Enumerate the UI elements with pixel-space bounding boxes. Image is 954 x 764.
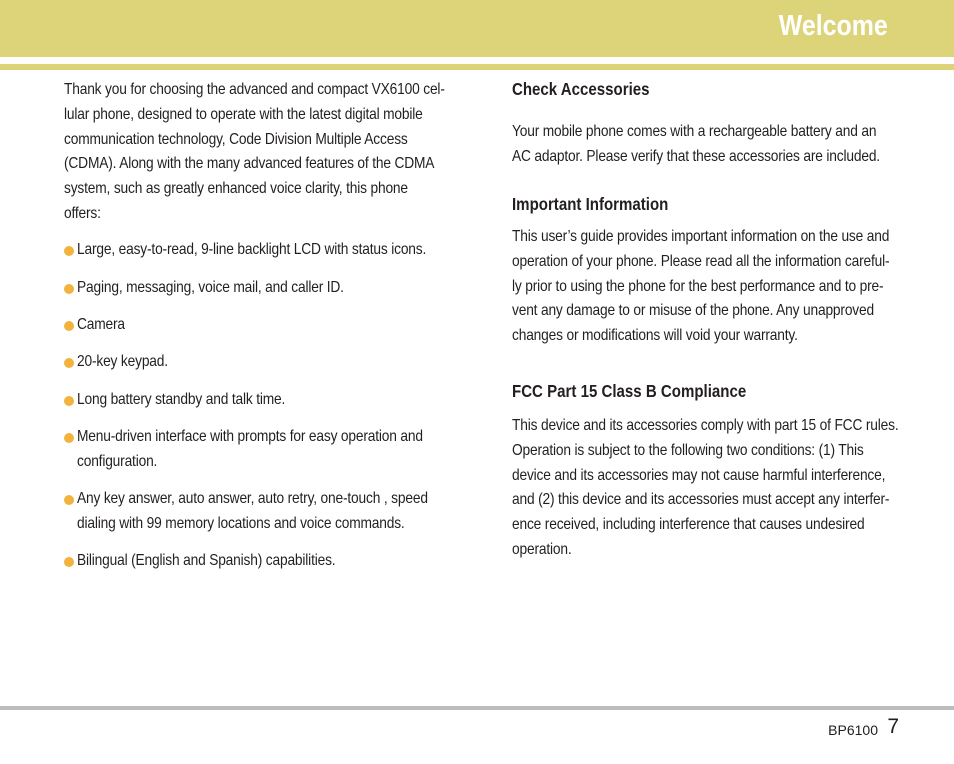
bullet-line: Large, easy-to-read, 9-line backlight LCD with status icons.: [77, 241, 427, 258]
header-divider: [0, 64, 954, 70]
section-heading-text: Check Accessories: [512, 79, 650, 99]
bullet-line: Bilingual (English and Spanish) capabilities.: [77, 552, 336, 569]
paragraph-line: Your mobile phone comes with a rechargeable battery and an: [512, 123, 877, 140]
bullet-icon: [64, 321, 74, 331]
model-number: BP6100: [828, 722, 878, 738]
paragraph-line: ly prior to using the phone for the best performance and to pre-: [512, 277, 884, 295]
paragraph-line: ence received, including interference that causes undesired: [512, 516, 865, 534]
intro-line: communication technology, Code Division Multiple Access: [64, 130, 408, 148]
paragraph-line: Operation is subject to the following two conditions: (1) This: [512, 441, 864, 459]
bullet-line: Camera: [77, 316, 125, 333]
paragraph-line: and (2) this device and its accessories must accept any interfer-: [512, 491, 890, 509]
paragraph-line: This user’s guide provides important information on the use and: [512, 228, 890, 245]
intro-line: Thank you for choosing the advanced and compact VX6100 cel-: [64, 81, 445, 98]
paragraph-line: AC adaptor. Please verify that these accessories are included.: [512, 147, 880, 165]
bullet-icon: [64, 433, 74, 443]
bullet-icon: [64, 495, 74, 505]
paragraph-line: operation of your phone. Please read all the information careful-: [512, 252, 890, 270]
paragraph-line: operation.: [512, 540, 572, 558]
paragraph-line: changes or modifications will void your warranty.: [512, 327, 798, 345]
section-paragraph: [512, 225, 942, 349]
bullet-line: Any key answer, auto answer, auto retry, one-touch , speed: [77, 490, 428, 507]
bullet-line: Long battery standby and talk time.: [77, 391, 286, 408]
page-title: Welcome: [778, 10, 888, 42]
section-heading: [512, 79, 672, 100]
section-paragraph: [512, 120, 942, 170]
section-heading: [512, 381, 784, 402]
section-paragraph: [512, 414, 942, 563]
section-heading-text: FCC Part 15 Class B Compliance: [512, 381, 747, 401]
bullet-line: configuration.: [77, 452, 158, 470]
intro-line: (CDMA). Along with the many advanced features of the CDMA: [64, 155, 435, 173]
section-heading-text: Important Information: [512, 194, 669, 214]
intro-paragraph: [64, 78, 484, 227]
paragraph-line: device and its accessories may not cause harmful interference,: [512, 466, 886, 484]
section-heading: [512, 194, 694, 215]
intro-line: system, such as greatly enhanced voice clarity, this phone: [64, 180, 408, 198]
footer-divider: [0, 706, 954, 710]
bullet-line: 20-key keypad.: [77, 353, 168, 370]
bullet-icon: [64, 396, 74, 406]
page-number: 7: [887, 715, 899, 738]
bullet-icon: [64, 557, 74, 567]
paragraph-line: vent any damage to or misuse of the phone. Any unapproved: [512, 302, 874, 320]
bullet-icon: [64, 284, 74, 294]
bullet-line: dialing with 99 memory locations and voice commands.: [77, 514, 405, 532]
intro-line: offers:: [64, 204, 101, 222]
bullet-icon: [64, 246, 74, 256]
bullet-line: Menu-driven interface with prompts for easy operation and: [77, 428, 423, 445]
bullet-icon: [64, 358, 74, 368]
paragraph-line: This device and its accessories comply with part 15 of FCC rules.: [512, 417, 899, 434]
bullet-line: Paging, messaging, voice mail, and caller ID.: [77, 279, 344, 296]
intro-line: lular phone, designed to operate with the latest digital mobile: [64, 105, 423, 123]
